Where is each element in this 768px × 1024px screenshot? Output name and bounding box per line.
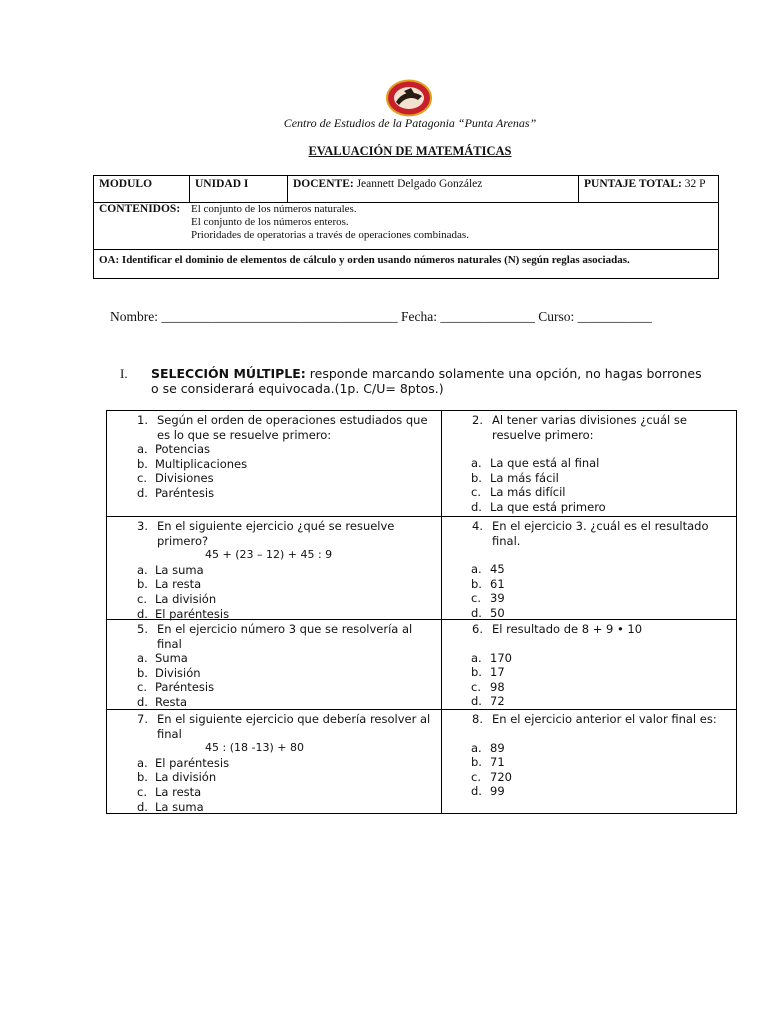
option-letter: c. — [137, 471, 147, 486]
section-number: I. — [120, 366, 128, 381]
docente-cell — [288, 176, 579, 202]
answer-option[interactable] — [107, 651, 441, 666]
questions-row — [107, 710, 736, 813]
option-text: Divisiones — [155, 471, 214, 486]
contenido-item: El conjunto de los números naturales. — [191, 203, 357, 215]
option-letter: d. — [471, 605, 482, 620]
puntaje-label: PUNTAJE TOTAL: — [584, 178, 682, 190]
question-number: 4. — [472, 519, 483, 533]
option-text: Paréntesis — [155, 680, 215, 695]
questions-row — [107, 517, 736, 620]
question-number: 7. — [137, 712, 148, 726]
answer-option[interactable] — [107, 457, 441, 472]
option-text: La resta — [155, 784, 202, 799]
question-1 — [107, 411, 442, 516]
option-letter: b. — [137, 456, 148, 471]
answer-option[interactable] — [442, 694, 736, 709]
modulo-cell: MODULO — [94, 176, 190, 202]
contenido-item: Prioridades de operatorias a través de operaciones combinadas. — [191, 229, 469, 241]
option-text: 98 — [490, 679, 505, 694]
option-letter: c. — [137, 784, 147, 799]
option-text: 99 — [490, 784, 505, 799]
option-letter: c. — [471, 591, 481, 606]
option-letter: d. — [137, 799, 148, 814]
option-text: La división — [155, 591, 217, 606]
option-text: El paréntesis — [155, 755, 230, 770]
questions-row — [107, 411, 736, 517]
question-number: 5. — [137, 622, 148, 636]
question-number: 8. — [472, 712, 483, 726]
option-text: La división — [155, 770, 217, 785]
answer-option[interactable] — [442, 651, 736, 666]
option-text: Suma — [155, 651, 188, 666]
option-text: La suma — [155, 799, 204, 814]
contenidos-row — [94, 202, 718, 250]
question-text: En el ejercicio anterior el valor final es: — [492, 712, 717, 726]
contenidos-label: CONTENIDOS: — [99, 203, 181, 215]
question-6 — [442, 620, 736, 709]
question-7 — [107, 710, 442, 813]
contenidos-list — [191, 203, 469, 242]
option-text: 720 — [490, 769, 512, 784]
answer-option[interactable] — [442, 784, 736, 799]
contenido-item: El conjunto de los números enteros. — [191, 216, 349, 228]
option-letter: b. — [137, 770, 148, 785]
puntaje-cell — [579, 176, 718, 202]
question-text: En el siguiente ejercicio que debería resolver al final — [157, 712, 431, 741]
question-text: En el ejercicio 3. ¿cuál es el resultado final. — [492, 519, 709, 548]
unidad-cell: UNIDAD I — [190, 176, 288, 202]
question-5 — [107, 620, 442, 709]
question-number: 1. — [137, 413, 148, 427]
answer-option[interactable] — [442, 680, 736, 695]
answer-option[interactable] — [107, 666, 441, 681]
question-number: 2. — [472, 413, 483, 427]
option-letter: b. — [471, 576, 482, 591]
answer-option[interactable] — [442, 500, 736, 515]
answer-option[interactable] — [107, 800, 441, 815]
question-text: En el ejercicio número 3 que se resolvería al final — [157, 622, 413, 651]
question-2 — [442, 411, 736, 516]
option-text: El paréntesis — [155, 606, 230, 621]
answer-option[interactable] — [107, 442, 441, 457]
answer-option[interactable] — [107, 592, 441, 607]
answer-option[interactable] — [107, 486, 441, 501]
option-letter: c. — [137, 591, 147, 606]
option-letter: b. — [471, 470, 482, 485]
answer-option[interactable] — [107, 785, 441, 800]
info-table — [93, 175, 719, 279]
option-letter: a. — [137, 562, 148, 577]
option-text: Paréntesis — [155, 485, 215, 500]
section-instructions — [151, 366, 711, 396]
option-text: 61 — [490, 576, 505, 591]
questions-table — [106, 410, 737, 814]
question-number: 6. — [472, 622, 483, 636]
option-letter: a. — [137, 442, 148, 457]
answer-option[interactable] — [442, 591, 736, 606]
oa-row: OA: Identificar el dominio de elementos de cálculo y orden usando números naturales (N) según reglas asociadas. — [99, 254, 630, 266]
question-text: Según el orden de operaciones estudiados que es lo que se resuelve primero: — [157, 413, 428, 442]
question-3 — [107, 517, 442, 619]
question-text: Al tener varias divisiones ¿cuál se resuelve primero: — [492, 413, 687, 442]
option-text: La más fácil — [490, 470, 559, 485]
option-text: La suma — [155, 562, 204, 577]
student-info-line: Nombre: ___________________________________ Fecha: ______________ Curso: ___________ — [110, 309, 652, 324]
question-text: En el siguiente ejercicio ¿qué se resuelve primero? — [157, 519, 395, 548]
option-letter: a. — [471, 650, 482, 665]
answer-option[interactable] — [107, 563, 441, 578]
answer-option[interactable] — [442, 741, 736, 756]
option-letter: b. — [471, 755, 482, 770]
school-name: Centro de Estudios de la Patagonia “Punta Arenas” — [283, 116, 537, 130]
info-table-row — [94, 176, 718, 203]
answer-option[interactable] — [107, 695, 441, 710]
option-text: 72 — [490, 694, 505, 709]
answer-option[interactable] — [107, 577, 441, 592]
answer-option[interactable] — [442, 456, 736, 471]
option-letter: c. — [137, 680, 147, 695]
option-letter: b. — [471, 665, 482, 680]
option-letter: a. — [137, 755, 148, 770]
option-text: 17 — [490, 665, 505, 680]
docente-label: DOCENTE: — [293, 178, 354, 190]
option-letter: a. — [471, 456, 482, 471]
option-text: Potencias — [155, 442, 210, 457]
answer-option[interactable] — [442, 755, 736, 770]
option-text: 39 — [490, 591, 505, 606]
page-title: EVALUACIÓN DE MATEMÁTICAS — [308, 144, 512, 158]
question-expression: 45 : (18 -13) + 80 — [205, 741, 304, 755]
option-letter: b. — [137, 577, 148, 592]
question-8 — [442, 710, 736, 813]
answer-option[interactable] — [442, 471, 736, 486]
option-text: La que está al final — [490, 456, 600, 471]
answer-option[interactable] — [107, 471, 441, 486]
answer-option[interactable] — [442, 770, 736, 785]
option-letter: d. — [137, 606, 148, 621]
option-text: 89 — [490, 740, 505, 755]
option-text: La que está primero — [490, 499, 606, 514]
option-text: La resta — [155, 577, 202, 592]
answer-option[interactable] — [442, 562, 736, 577]
docente-value: Jeannett Delgado González — [356, 178, 483, 190]
section-text: responde marcando solamente una opción, no hagas borrones o se considerará equivocada.(1p. C/U= 8ptos.) — [151, 366, 702, 396]
option-text: División — [155, 665, 201, 680]
option-text: Resta — [155, 694, 188, 709]
option-letter: a. — [471, 562, 482, 577]
option-letter: a. — [471, 740, 482, 755]
answer-option[interactable] — [442, 485, 736, 500]
puntaje-value: 32 P — [684, 178, 706, 190]
option-letter: c. — [471, 485, 481, 500]
question-text: El resultado de 8 + 9 • 10 — [492, 622, 643, 636]
option-letter: d. — [471, 499, 482, 514]
option-letter: d. — [137, 694, 148, 709]
question-4 — [442, 517, 736, 619]
answer-option[interactable] — [107, 607, 441, 622]
answer-option[interactable] — [107, 680, 441, 695]
question-expression: 45 + (23 – 12) + 45 : 9 — [205, 548, 333, 562]
option-letter: d. — [137, 485, 148, 500]
option-letter: c. — [471, 769, 481, 784]
answer-option[interactable] — [107, 770, 441, 785]
answer-option[interactable] — [442, 606, 736, 621]
option-text: 50 — [490, 605, 505, 620]
questions-row — [107, 620, 736, 710]
option-text: 170 — [490, 650, 512, 665]
option-letter: d. — [471, 784, 482, 799]
option-text: La más difícil — [490, 485, 566, 500]
option-text: 45 — [490, 562, 505, 577]
section-label: SELECCIÓN MÚLTIPLE: — [151, 366, 306, 381]
answer-option[interactable] — [107, 756, 441, 771]
answer-option[interactable] — [442, 665, 736, 680]
option-text: 71 — [490, 755, 505, 770]
question-number: 3. — [137, 519, 148, 533]
option-letter: c. — [471, 679, 481, 694]
school-logo — [384, 78, 434, 118]
answer-option[interactable] — [442, 577, 736, 592]
option-letter: d. — [471, 694, 482, 709]
option-text: Multiplicaciones — [155, 456, 248, 471]
option-letter: a. — [137, 651, 148, 666]
option-letter: b. — [137, 665, 148, 680]
